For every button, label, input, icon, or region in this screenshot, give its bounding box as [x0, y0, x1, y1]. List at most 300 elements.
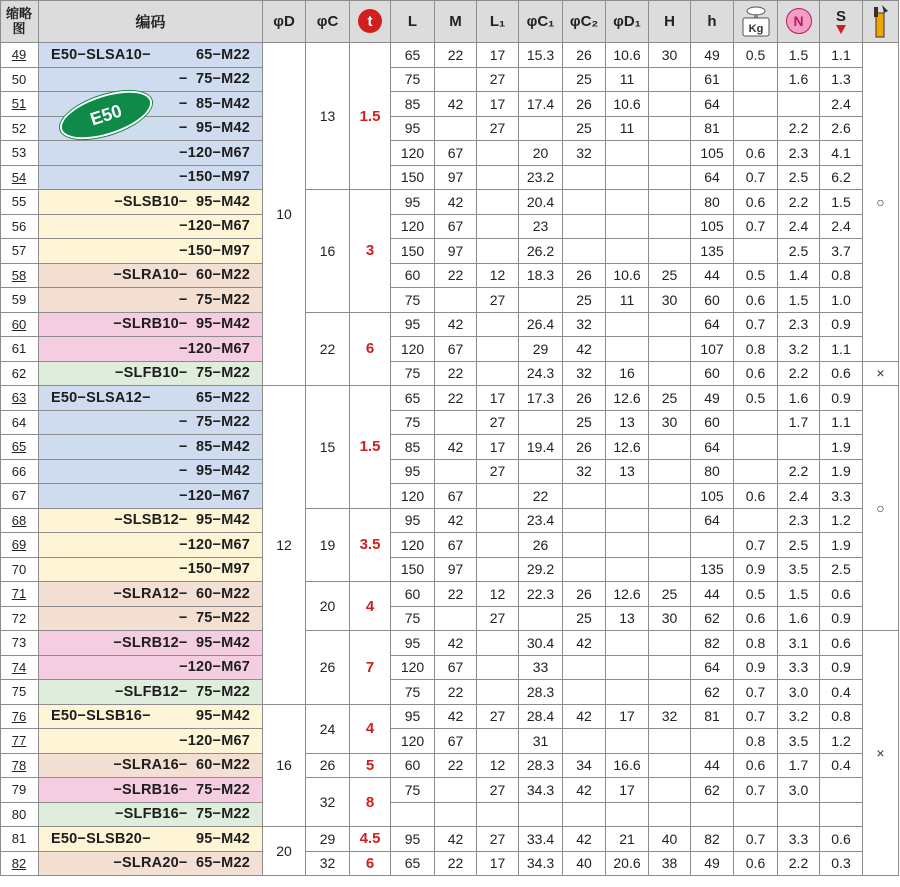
cell-L	[391, 190, 435, 215]
cell-L	[391, 313, 435, 338]
cell-L-text: 120	[400, 144, 425, 161]
header-no	[0, 0, 39, 43]
cell-M-text: 42	[447, 193, 464, 210]
cell-C1-text: 28.4	[526, 708, 555, 725]
cell-C1-text: 34.3	[526, 855, 555, 872]
cell-C2	[563, 680, 606, 705]
header-L1-text: L₁	[489, 12, 506, 30]
cell-N-text: 2.2	[788, 120, 809, 137]
cell-H	[649, 558, 691, 583]
cell-D1-text: 12.6	[613, 438, 641, 455]
cell-H-text: 25	[661, 389, 678, 406]
cell-S-text: 0.9	[831, 610, 851, 627]
cell-H	[649, 803, 691, 828]
cell-D1-text: 10.6	[613, 267, 641, 284]
cell-kg-text: 0.6	[745, 610, 766, 627]
cell-H	[649, 264, 691, 289]
row-number-text: 58	[11, 267, 27, 283]
cell-L1	[477, 239, 519, 264]
product-code	[39, 754, 263, 779]
cell-N	[778, 141, 820, 166]
cell-h-text: 64	[704, 512, 720, 529]
cell-S	[820, 239, 863, 264]
cell-kg	[734, 852, 778, 877]
cell-L	[391, 362, 435, 387]
cell-h	[691, 215, 734, 240]
row-number-text: 50	[11, 71, 27, 87]
cell-S-text: 4.1	[831, 144, 851, 161]
product-code-suffix: −120−M67	[179, 536, 250, 553]
cell-L1	[477, 484, 519, 509]
cell-L-text: 75	[404, 365, 421, 382]
product-code	[39, 190, 263, 215]
cell-C2	[563, 288, 606, 313]
cell-C2	[563, 215, 606, 240]
merged-phiC	[306, 754, 350, 779]
cell-S	[820, 509, 863, 534]
cell-L1-text: 12	[489, 757, 506, 774]
cell-h-text: 80	[704, 463, 720, 480]
cell-L	[391, 264, 435, 289]
cell-L1	[477, 656, 519, 681]
cell-kg-text: 0.6	[745, 144, 766, 161]
cell-C1	[519, 288, 563, 313]
cell-h	[691, 533, 734, 558]
merged-phiC-text: 24	[319, 720, 336, 737]
cell-kg-text: 0.5	[745, 46, 766, 63]
cell-L	[391, 656, 435, 681]
cell-C2-text: 26	[576, 585, 592, 602]
cell-C1	[519, 558, 563, 583]
cell-L	[391, 729, 435, 754]
cell-C1	[519, 43, 563, 68]
cell-D1	[606, 141, 649, 166]
merged-sym	[863, 386, 899, 631]
cell-L-text: 95	[404, 316, 421, 333]
product-code-prefix: E50−SLSB20−	[51, 830, 151, 847]
header-phiC-text: φC	[316, 12, 339, 30]
cell-h-text: 44	[704, 267, 720, 284]
cell-kg	[734, 729, 778, 754]
cell-h-text: 62	[704, 683, 720, 700]
header-L1	[477, 0, 519, 43]
row-number-text: 78	[11, 757, 27, 773]
cell-D1	[606, 558, 649, 583]
row-number	[0, 803, 39, 828]
cell-C1	[519, 92, 563, 117]
row-number	[0, 190, 39, 215]
merged-phiD	[263, 705, 306, 828]
cell-C2-text: 42	[576, 708, 592, 725]
merged-phiD-text: 16	[276, 757, 292, 774]
cell-C1-text: 29.2	[526, 561, 555, 578]
cell-h-text: 49	[704, 855, 720, 872]
cell-D1	[606, 362, 649, 387]
cell-D1	[606, 215, 649, 240]
cell-C1	[519, 484, 563, 509]
row-number-text: 77	[11, 733, 27, 749]
cell-L	[391, 460, 435, 485]
cell-C1	[519, 337, 563, 362]
product-code-suffix: −SLSB12− 95−M42	[114, 512, 250, 529]
cell-L	[391, 166, 435, 191]
merged-t-text: 8	[365, 793, 375, 811]
cell-N-text: 2.2	[788, 365, 809, 382]
cell-C1	[519, 313, 563, 338]
cell-S-text: 1.9	[831, 536, 851, 553]
cell-M	[435, 92, 477, 117]
cell-N	[778, 509, 820, 534]
cell-S	[820, 778, 863, 803]
merged-phiC-text: 13	[319, 108, 336, 124]
cell-C2-text: 32	[576, 316, 592, 333]
merged-phiD	[263, 43, 306, 386]
merged-t-text: 3	[365, 242, 375, 260]
cell-M-text: 22	[447, 365, 464, 382]
row-number	[0, 141, 39, 166]
row-number	[0, 386, 39, 411]
row-number	[0, 705, 39, 730]
cell-H	[649, 827, 691, 852]
cell-h-text: 80	[704, 193, 720, 210]
cell-L	[391, 607, 435, 632]
cell-L1	[477, 362, 519, 387]
cell-L	[391, 68, 435, 93]
cell-L-text: 95	[404, 120, 421, 137]
cell-L	[391, 43, 435, 68]
row-number	[0, 558, 39, 583]
product-code-prefix: E50−SLSA12−	[51, 389, 151, 406]
cell-N	[778, 852, 820, 877]
cell-C1	[519, 729, 563, 754]
cell-kg-text: 0.8	[745, 634, 766, 651]
cell-kg	[734, 264, 778, 289]
cell-N-text: 2.2	[788, 193, 809, 210]
cell-N-text: 2.3	[788, 512, 809, 529]
cell-S	[820, 705, 863, 730]
cell-L-text: 65	[404, 855, 421, 872]
cell-L-text: 75	[404, 683, 421, 700]
cell-H	[649, 239, 691, 264]
header-L-text: L	[407, 12, 418, 30]
cell-kg	[734, 313, 778, 338]
cell-D1	[606, 729, 649, 754]
cell-N-text: 2.3	[788, 316, 809, 333]
merged-phiC	[306, 852, 350, 877]
cell-S	[820, 656, 863, 681]
cell-C2	[563, 729, 606, 754]
cell-D1-text: 12.6	[613, 585, 641, 602]
cell-C2-text: 42	[576, 340, 592, 357]
row-number-text: 65	[11, 439, 27, 455]
cell-C2	[563, 460, 606, 485]
cell-H	[649, 43, 691, 68]
cell-C1-text: 17.4	[526, 95, 555, 112]
cell-S-text: 0.3	[831, 855, 851, 872]
cell-S-text: 0.4	[831, 757, 851, 774]
product-code	[39, 313, 263, 338]
row-number	[0, 411, 39, 436]
cell-H	[649, 288, 691, 313]
cell-D1-text: 20.6	[613, 855, 641, 872]
row-number	[0, 484, 39, 509]
cell-S-text: 1.3	[831, 71, 851, 88]
cell-kg-text: 0.7	[745, 708, 766, 725]
cell-N	[778, 656, 820, 681]
cell-N-text: 3.3	[788, 659, 809, 676]
cell-C2-text: 34	[576, 757, 592, 774]
cell-S	[820, 729, 863, 754]
cell-N-text: 3.5	[788, 561, 809, 578]
cell-N-text: 3.2	[788, 340, 809, 357]
cell-D1-text: 16.6	[613, 757, 641, 774]
cell-h	[691, 827, 734, 852]
cell-S-text: 0.6	[831, 830, 851, 847]
product-code-suffix: −SLRA12− 60−M22	[113, 585, 250, 602]
product-code	[39, 656, 263, 681]
cell-C1-text: 23	[532, 218, 549, 235]
cell-D1	[606, 117, 649, 142]
cell-C2	[563, 533, 606, 558]
cell-N	[778, 435, 820, 460]
cell-C2	[563, 778, 606, 803]
cell-M-text: 42	[447, 95, 464, 112]
cell-L	[391, 582, 435, 607]
row-number	[0, 117, 39, 142]
cell-N-text: 2.4	[788, 487, 809, 504]
cell-H-text: 30	[661, 46, 678, 63]
cell-M-text: 67	[447, 732, 464, 749]
cell-kg	[734, 607, 778, 632]
cell-N	[778, 190, 820, 215]
row-number	[0, 288, 39, 313]
cell-N	[778, 43, 820, 68]
cell-H	[649, 705, 691, 730]
cell-M	[435, 533, 477, 558]
product-code-suffix: − 75−M22	[178, 291, 250, 308]
cell-M	[435, 803, 477, 828]
cell-N-text: 1.7	[788, 414, 809, 431]
cell-N	[778, 460, 820, 485]
cell-L-text: 85	[404, 95, 421, 112]
header-force	[778, 0, 820, 43]
cell-M-text: 22	[447, 46, 464, 63]
product-code-suffix: −150−M97	[179, 561, 250, 578]
header-no-text: 缩略图	[6, 6, 33, 36]
product-code-suffix: −SLFB12− 75−M22	[115, 683, 250, 700]
cell-D1	[606, 680, 649, 705]
cell-M	[435, 607, 477, 632]
cell-L	[391, 778, 435, 803]
cell-C1-text: 28.3	[526, 757, 555, 774]
row-number-text: 49	[11, 47, 27, 63]
merged-t	[350, 754, 391, 779]
cell-L1	[477, 313, 519, 338]
cell-L	[391, 288, 435, 313]
cell-C2	[563, 705, 606, 730]
cell-M-text: 42	[447, 830, 464, 847]
cell-C2	[563, 337, 606, 362]
cell-M	[435, 215, 477, 240]
cell-N-text: 1.5	[788, 585, 809, 602]
cell-kg-text: 0.6	[745, 487, 766, 504]
cell-D1	[606, 754, 649, 779]
cell-L-text: 120	[400, 732, 425, 749]
cell-kg	[734, 827, 778, 852]
row-number-text: 79	[11, 782, 27, 798]
product-code-suffix: −SLRB16− 75−M22	[113, 781, 250, 798]
product-code	[39, 533, 263, 558]
cell-h-text: 64	[704, 95, 720, 112]
cell-L-text: 95	[404, 463, 421, 480]
cell-C2	[563, 362, 606, 387]
product-code	[39, 705, 263, 730]
cell-h	[691, 92, 734, 117]
cell-h-text: 44	[704, 585, 720, 602]
cell-H-text: 30	[661, 414, 678, 431]
cell-h-text: 81	[704, 708, 720, 725]
cell-H	[649, 607, 691, 632]
cell-h-text: 64	[704, 438, 720, 455]
cell-D1-text: 10.6	[613, 46, 641, 63]
cell-N	[778, 411, 820, 436]
cell-M	[435, 827, 477, 852]
header-C1-text: φC₁	[526, 12, 555, 30]
cell-M	[435, 166, 477, 191]
cell-L1	[477, 215, 519, 240]
merged-t-text: 5	[365, 756, 375, 774]
cell-L	[391, 631, 435, 656]
cell-M-text: 67	[447, 144, 464, 161]
cell-L1-text: 12	[489, 267, 506, 284]
cell-N-text: 3.0	[788, 781, 809, 798]
row-number-text: 82	[11, 855, 27, 871]
cell-N	[778, 386, 820, 411]
product-code	[39, 435, 263, 460]
cell-L	[391, 337, 435, 362]
cell-h	[691, 484, 734, 509]
cell-M	[435, 509, 477, 534]
product-code-suffix: −120−M67	[179, 218, 250, 235]
row-number	[0, 582, 39, 607]
cell-N-text: 2.5	[788, 536, 809, 553]
cell-C2-text: 32	[576, 144, 592, 161]
cell-H	[649, 92, 691, 117]
cell-M	[435, 631, 477, 656]
cell-S-text: 1.9	[831, 463, 851, 480]
cell-M-text: 42	[447, 438, 464, 455]
cell-M-text: 97	[447, 242, 464, 259]
row-number-text: 55	[11, 194, 27, 210]
product-code-suffix: − 95−M42	[178, 463, 250, 480]
cell-S	[820, 190, 863, 215]
header-H-text: H	[664, 12, 675, 30]
merged-t	[350, 852, 391, 877]
cell-C1-text: 19.4	[526, 438, 555, 455]
cell-M-text: 22	[447, 757, 464, 774]
cell-C2-text: 25	[576, 120, 592, 137]
cell-C1	[519, 264, 563, 289]
cell-kg	[734, 656, 778, 681]
product-code	[39, 43, 263, 68]
cell-h-text: 105	[700, 144, 724, 161]
row-number	[0, 778, 39, 803]
cell-L1	[477, 778, 519, 803]
row-number-text: 80	[11, 806, 27, 822]
cell-M	[435, 190, 477, 215]
cell-C1-text: 20	[532, 144, 549, 161]
cell-C1-text: 22	[532, 487, 549, 504]
merged-phiD	[263, 386, 306, 705]
cell-C2	[563, 656, 606, 681]
cell-N	[778, 582, 820, 607]
cell-kg-text: 0.5	[745, 585, 766, 602]
cell-C2	[563, 827, 606, 852]
cell-h	[691, 582, 734, 607]
merged-phiC-text: 29	[319, 830, 336, 847]
cell-h	[691, 117, 734, 142]
merged-phiC-text: 16	[319, 242, 336, 259]
merged-sym	[863, 362, 899, 387]
row-number-text: 75	[11, 684, 27, 700]
cell-M	[435, 313, 477, 338]
product-code-suffix: 65−M22	[195, 389, 250, 406]
cell-D1	[606, 386, 649, 411]
cell-C2	[563, 190, 606, 215]
row-number	[0, 656, 39, 681]
cell-L1-text: 17	[489, 438, 506, 455]
cell-H	[649, 362, 691, 387]
cell-H	[649, 754, 691, 779]
cell-h-text: 61	[704, 71, 720, 88]
merged-t-text: 4	[365, 720, 375, 737]
cell-C1	[519, 680, 563, 705]
product-code	[39, 239, 263, 264]
cell-L-text: 65	[404, 389, 421, 406]
row-number	[0, 631, 39, 656]
cell-h	[691, 631, 734, 656]
header-D1	[606, 0, 649, 43]
cell-L	[391, 92, 435, 117]
cell-kg	[734, 43, 778, 68]
merged-phiC-text: 32	[319, 855, 336, 872]
row-number	[0, 852, 39, 877]
product-code-suffix: −120−M67	[179, 732, 250, 749]
cell-M	[435, 656, 477, 681]
cell-h-text: 60	[704, 414, 720, 431]
cell-kg	[734, 484, 778, 509]
cell-S-text: 0.6	[831, 365, 851, 382]
cell-L1-text: 27	[489, 414, 506, 431]
cell-M-text: 67	[447, 536, 464, 553]
cell-L-text: 95	[404, 512, 421, 529]
product-code-prefix: E50−SLSB16−	[51, 708, 151, 725]
row-number	[0, 68, 39, 93]
cell-S-text: 6.2	[831, 169, 851, 186]
cell-S-text: 2.4	[831, 218, 851, 235]
cell-h	[691, 607, 734, 632]
cell-N	[778, 117, 820, 142]
cell-C1-text: 24.3	[526, 365, 555, 382]
cell-L	[391, 803, 435, 828]
header-code-text: 编码	[135, 13, 166, 31]
product-code-suffix: 95−M42	[195, 708, 250, 725]
cell-h	[691, 460, 734, 485]
cell-D1-text: 17	[619, 781, 635, 798]
product-code	[39, 386, 263, 411]
product-code	[39, 337, 263, 362]
cell-C1-text: 18.3	[526, 267, 555, 284]
